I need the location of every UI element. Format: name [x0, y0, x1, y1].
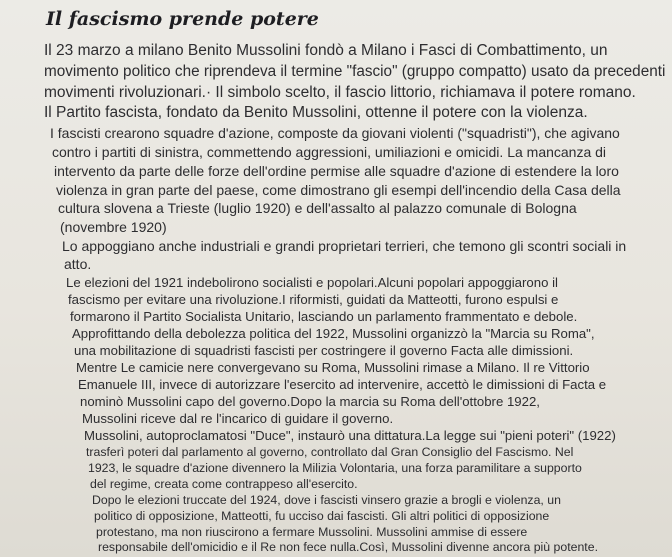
text-line: Dopo le elezioni truccate del 1924, dove i fascisti vinsero grazie a brogli e violenza, un	[92, 493, 561, 507]
text-line: contro i partiti di sinistra, commettendo aggressioni, umiliazioni e omicidi. La mancanza di	[52, 144, 607, 160]
text-line: Mentre Le camicie nere convergevano su Roma, Mussolini rimase a Milano. Il re Vittorio	[76, 360, 590, 375]
text-line: atto.	[64, 256, 92, 272]
text-line: politico di opposizione, Matteotti, fu ucciso dai fascisti. Gli altri politici di opposizione	[94, 509, 550, 523]
text-line: Emanuele III, invece di autorizzare l'esercito ad intervenire, accettò le dimissioni di Facta e	[78, 377, 607, 392]
document-title: Il fascismo prende potere	[46, 8, 319, 30]
text-line: del regime, creata come contrappeso all'esercito.	[90, 477, 358, 491]
text-line: trasferì poteri dal parlamento al governo, controllato dal Gran Consiglio del Fascismo. Nel	[86, 445, 574, 459]
text-line: Le elezioni del 1921 indebolirono socialisti e popolari.Alcuni popolari appoggiarono il	[66, 275, 558, 290]
text-line: 1923, le squadre d'azione divennero la Milizia Volontaria, una forza paramilitare a supporto	[88, 461, 582, 475]
text-line: protestano, ma non riuscirono a fermare Mussolini. Mussolini ammise di essere	[96, 525, 528, 539]
text-line: Il Partito fascista, fondato da Benito Mussolini, ottenne il potere con la violenza.	[44, 104, 588, 121]
text-line: cultura slovena a Trieste (luglio 1920) e dell'assalto al palazzo comunale di Bologna	[58, 200, 577, 216]
text-line: violenza in gran parte del paese, come dimostrano gli esempi dell'incendio della Casa della	[56, 182, 621, 198]
text-line: Approfittando della debolezza politica del 1922, Mussolini organizzò la "Marcia su Roma",	[72, 326, 595, 341]
text-line: movimento politico che riprendeva il termine "fascio" (gruppo compatto) usato da precedenti	[44, 63, 666, 80]
text-line: intervento da parte delle forze dell'ordine permise alle squadre d'azione di estendere la loro	[54, 163, 619, 179]
text-line: formarono il Partito Socialista Unitario, lasciando un parlamento frammentato e debole.	[70, 309, 578, 324]
text-line: fascismo per evitare una rivoluzione.I riformisti, guidati da Matteotti, furono espulsi e	[68, 292, 559, 307]
text-line: I fascisti crearono squadre d'azione, composte da giovani violenti ("squadristi"), che agivano	[50, 125, 620, 141]
text-line: nominò Mussolini capo del governo.Dopo la marcia su Roma dell'ottobre 1922,	[80, 394, 540, 409]
text-line: Lo appoggiano anche industriali e grandi proprietari terrieri, che temono gli scontri sociali in	[62, 238, 627, 254]
text-line: Il 23 marzo a milano Benito Mussolini fondò a Milano i Fasci di Combattimento, un	[44, 42, 608, 59]
text-line: (novembre 1920)	[60, 219, 167, 235]
text-line: una mobilitazione di squadristi fascisti per costringere il governo Facta alle dimissioni.	[74, 343, 574, 358]
text-line: Mussolini, autoproclamatosi "Duce", instaurò una dittatura.La legge sui "pieni poteri" (1922)	[84, 428, 616, 443]
text-line: responsabile dell'omicidio e il Re non fece nulla.Così, Mussolini divenne ancora più potente.	[98, 540, 598, 554]
text-line: movimenti rivoluzionari.· Il simbolo scelto, il fascio littorio, richiamava il potere romano.	[44, 84, 636, 101]
text-line: Mussolini riceve dal re l'incarico di guidare il governo.	[82, 411, 394, 426]
